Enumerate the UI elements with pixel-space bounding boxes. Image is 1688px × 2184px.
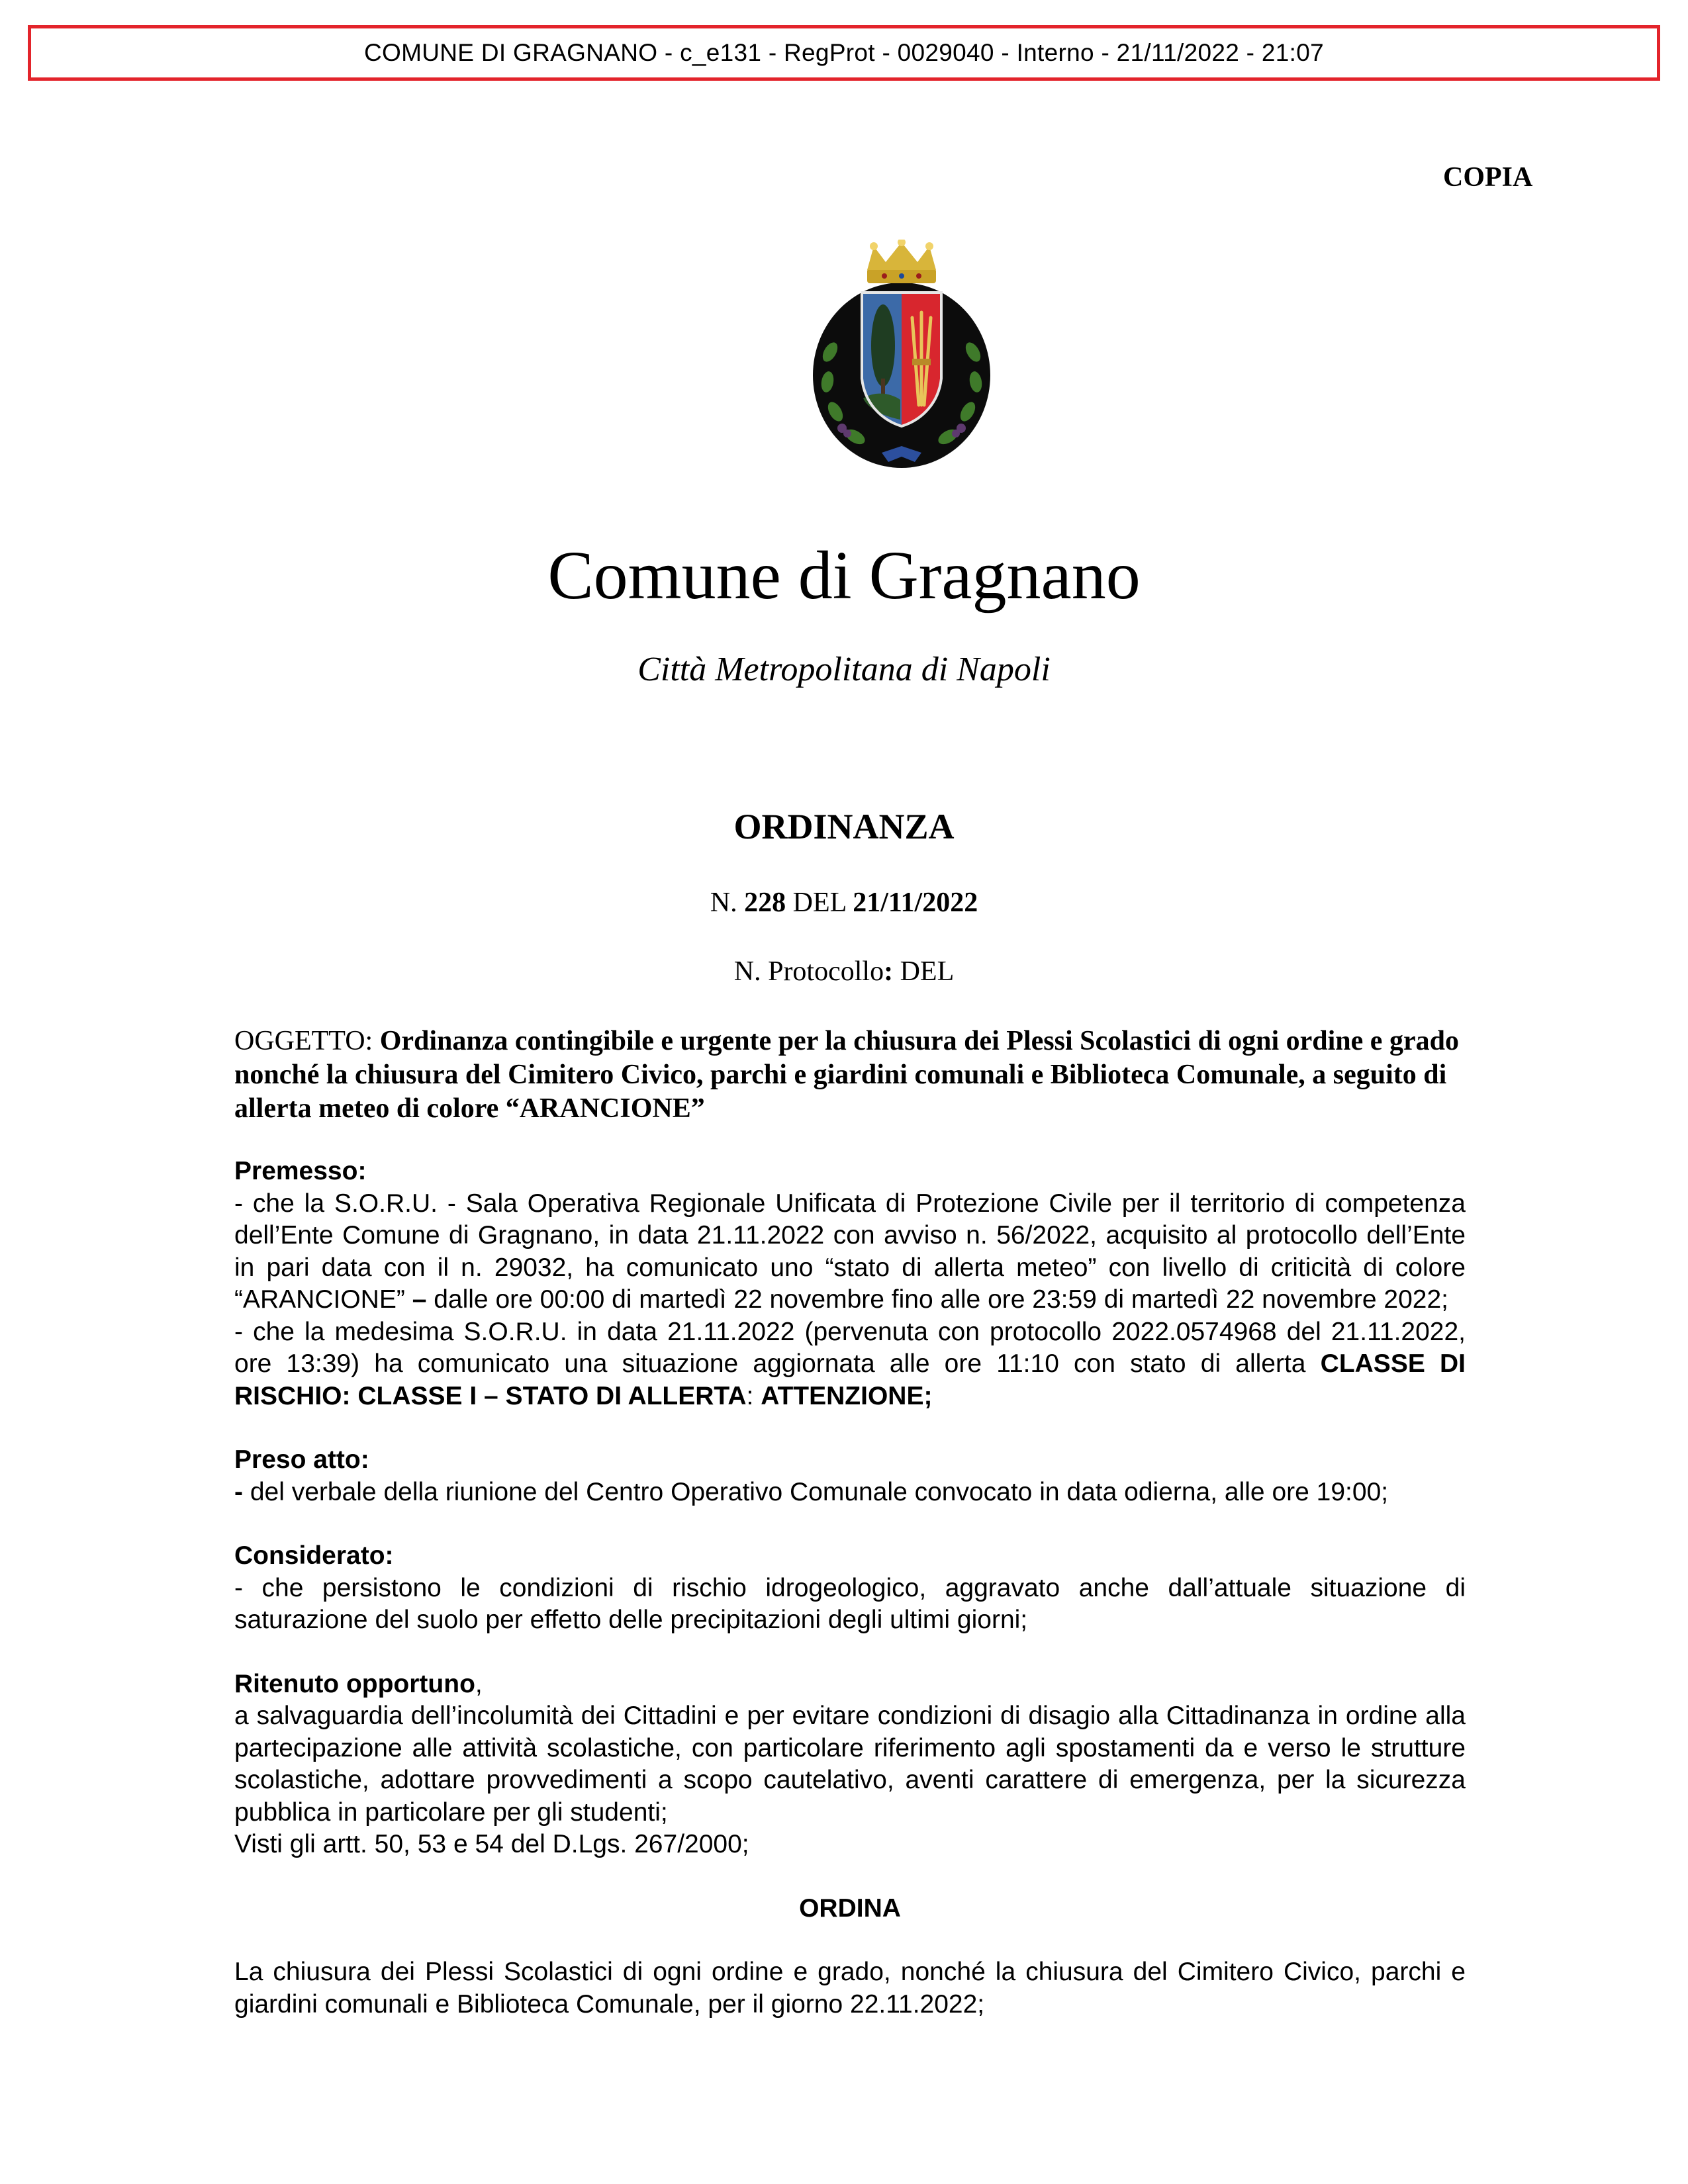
visti-paragraph: Visti gli artt. 50, 53 e 54 del D.Lgs. 267/2000; [234,1830,749,1858]
ordina-heading: ORDINA [799,1893,901,1923]
protocollo-label: N. Protocollo [733,956,884,987]
premesso-colon: : [746,1381,761,1410]
preso-atto-text: del verbale della riunione del Centro Operativo Comunale convocato in data odierna, alle ore 19:00; [243,1477,1389,1506]
preso-atto-heading: Preso atto: [234,1445,369,1474]
coat-of-arms-icon [809,240,994,471]
premesso-text-1b: dalle ore 00:00 di martedì 22 novembre fino alle ore 23:59 di martedì 22 novembre 2022; [426,1285,1449,1314]
protocollo-value: DEL [893,956,955,987]
page-subtitle: Città Metropolitana di Napoli [637,651,1051,688]
ordinanza-number: 228 [744,887,786,918]
protocollo-colon: : [884,956,894,987]
premesso-dash: – [412,1285,427,1314]
page-title: Comune di Gragnano [547,537,1141,614]
ordinanza-number-line [0,887,1688,919]
premesso-heading: Premesso: [234,1157,367,1185]
copia-label: COPIA [1443,162,1533,193]
ordina-paragraph: La chiusura dei Plessi Scolastici di ogni ordine e grado, nonché la chiusura del Cimitero Civico, parchi e giardini comunali e Biblioteca Comunale, per il giorno 22.11.2022; [234,1958,1466,2019]
del-word: DEL [786,887,853,918]
premesso-paragraph-1 [234,1188,1466,1316]
number-prefix: N. [710,887,745,918]
oggetto-text: Ordinanza contingibile e urgente per la chiusura dei Plessi Scolastici di ogni ordine e grado nonché la chiusura del Cimitero Civico, parchi e giardini comunali e Biblioteca Comunale, a seguito di allerta meteo di colore “ARANCIONE” [234,1026,1459,1124]
oggetto-block [234,1024,1466,1126]
protocol-stamp-text: COMUNE DI GRAGNANO - c_e131 - RegProt - 0029040 - Interno - 21/11/2022 - 21:07 [364,39,1324,66]
attenzione-text: ATTENZIONE; [761,1381,933,1410]
premesso-text-1: - che la S.O.R.U. - Sala Operativa Regionale Unificata di Protezione Civile per il territorio di competenza dell’Ente Comune di Gragnano, in data 21.11.2022 con avviso n. 56/2022, acquisito al protocollo dell’Ente in pari data con il n. 29032, ha comunicato uno “stato di allerta meteo” con livello di criticità di colore “ARANCIONE” [234,1189,1466,1314]
protocol-stamp [28,25,1660,81]
premesso-paragraph-2 [234,1316,1466,1413]
preso-atto-paragraph [234,1477,1466,1509]
protocollo-line [0,956,1688,987]
ordinanza-date: 21/11/2022 [853,887,978,918]
ritenuto-comma: , [475,1669,483,1698]
premesso-text-2: - che la medesima S.O.R.U. in data 21.11.2022 (pervenuta con protocollo 2022.0574968 del 21.11.2022, ore 13:39) ha comunicato una situazione aggiornata alle ore 11:10 con stato di allerta [234,1317,1466,1378]
considerato-paragraph: - che persistono le condizioni di rischio idrogeologico, aggravato anche dall’attuale situazione di saturazione del suolo per effetto delle precipitazioni degli ultimi giorni; [234,1573,1466,1634]
ritenuto-paragraph: a salvaguardia dell’incolumità dei Cittadini e per evitare condizioni di disagio alla Cittadinanza in ordine alla partecipazione alle attività scolastiche, con particolare riferimento agli spostamenti da e verso le strutture scolastiche, adottare provvedimenti a scopo cautelativo, aventi carattere di emergenza, per la sicurezza pubblica in particolare per gli studenti; [234,1702,1466,1827]
considerato-heading: Considerato: [234,1541,394,1570]
preso-atto-dash: - [234,1477,243,1506]
ritenuto-heading: Ritenuto opportuno [234,1669,475,1698]
ordinanza-heading: ORDINANZA [733,807,955,846]
oggetto-label: OGGETTO: [234,1026,380,1056]
classe-rischio-text: CLASSE DI RISCHIO: CLASSE I – STATO DI ALLERTA [234,1349,1466,1410]
document-body [234,1156,1466,2021]
